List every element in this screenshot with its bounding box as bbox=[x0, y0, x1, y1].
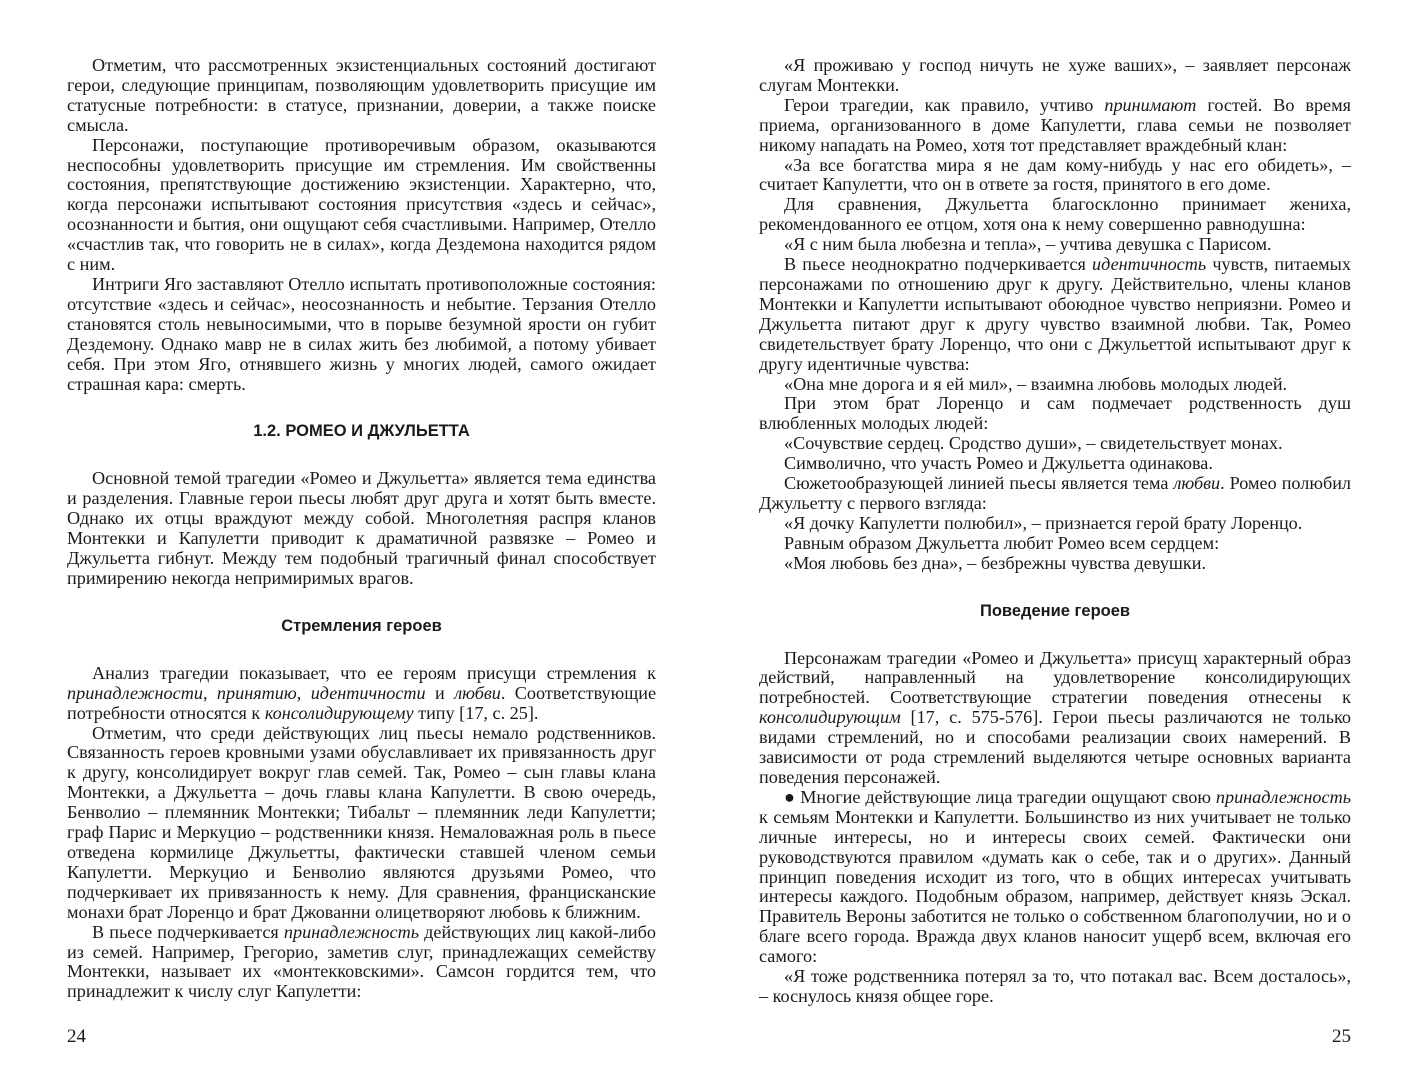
paragraph bbox=[759, 649, 1351, 788]
italic-term: принадлежность bbox=[283, 921, 420, 942]
text-segment: Герои трагедии, как правило, учтиво bbox=[784, 94, 1105, 115]
paragraph bbox=[67, 664, 656, 724]
text-segment: типу [17, с. 25]. bbox=[413, 702, 539, 723]
italic-term: принадлежность bbox=[1215, 786, 1351, 807]
paragraph: Отметим, что рассмотренных экзистенциальных состояний достигают герои, следующие принципам, позволяющим удовлетворить присущие им статусные потребности: в статусе, признании, доверии, а также поиске смысла. bbox=[67, 55, 656, 135]
quote-paragraph: «Я проживаю у господ ничуть не хуже ваших», – заявляет персонаж слугам Монтекки. bbox=[759, 55, 1351, 95]
italic-term: любви bbox=[1173, 473, 1221, 494]
italic-term: принадлежности bbox=[67, 682, 203, 703]
paragraph: Персонажи, поступающие противоречивым образом, оказываются неспособны удовлетворить присущие им стремления. Им свойственны состояния, препятствующие достижению экзистенции. Характерно, что, когда персонажи испытывают состояния присутствия «здесь и сейчас», осознанности и бытия, они ощущают себя счастливыми. Например, Отелло «счастлив так, что говорить не в силах», когда Дездемона находится рядом с ним. bbox=[67, 134, 656, 275]
text-segment: ● Многие действующие лица трагедии ощущают свою bbox=[784, 786, 1216, 807]
quote-paragraph: «Она мне дорога и я ей мил», – взаимна любовь молодых людей. bbox=[784, 373, 1288, 394]
quote-paragraph: «Сочувствие сердец. Сродство души», – свидетельствует монах. bbox=[784, 433, 1283, 454]
quote-paragraph: «Моя любовь без дна», – безбрежны чувства девушки. bbox=[784, 552, 1207, 573]
right-text-column bbox=[759, 56, 1351, 1007]
text-segment: [17, с. 575-576]. Герои пьесы различаются не только видами стремлений, но и способами реализации своих намерений. В зависимости от рода стремлений выделяются четыре основных варианта поведения персонажей. bbox=[759, 707, 1351, 787]
paragraph: Отметим, что среди действующих лиц пьесы немало родственников. Связанность героев кровными узами обуславливает их привязанность друг к другу, консолидирует вокруг глав семей. Так, Ромео – сын главы клана Монтекки, а Джульетта – дочь главы клана Капулетти. В свою очередь, Бенволио – племянник Монтекки; Тибальт – племянник леди Капулетти; граф Парис и Меркуцио – родственники князя. Немаловажная роль в пьесе отведена кормилице Джульетты, фактически ставшей членом семьи Капулетти. Меркуцио и Бенволио являются друзьями Ромео, что подчеркивает их привязанность к нему. Для сравнения, францисканские монахи брат Лоренцо и брат Джованни олицетворяют любовь к ближним. bbox=[67, 722, 656, 922]
text-segment: В пьесе подчеркивается bbox=[92, 921, 284, 942]
text-segment: действующих лиц какой-либо из семей. Например, Грегорио, заметив слуг, принадлежащих семейству Монтекки, называет их «монтекковскими». Самсон гордится тем, что принадлежит к числу слуг Капулетти: bbox=[67, 921, 656, 1002]
quote-paragraph: «За все богатства мира я не дам кому-нибудь у нас его обидеть», – считает Капулетти, что он в ответе за гостя, принятого в его доме. bbox=[759, 154, 1351, 195]
italic-term: идентичности bbox=[310, 682, 426, 703]
quote-paragraph: «Я дочку Капулетти полюбил», – признается герой брату Лоренцо. bbox=[784, 512, 1303, 533]
text-segment: чувств, питаемых персонажами по отношению друг к другу. Действительно, члены кланов Монтекки и Капулетти испытывают обоюдное чувство неприязни. Ромео и Джульетта питают друг к другу чувство взаимной любви. Так, Ромео свидетельствует брату Лоренцо, что они с Джульеттой испытывают друг к другу идентичные чувства: bbox=[759, 254, 1351, 374]
italic-term: идентичность bbox=[1092, 254, 1207, 275]
text-segment: Сюжетообразующей линией пьесы является тема bbox=[784, 473, 1174, 494]
paragraph bbox=[759, 255, 1351, 374]
paragraph: Основной темой трагедии «Ромео и Джульетта» является тема единства и разделения. Главные герои пьесы любят друг друга и хотят быть вместе. Однако их отцы враждуют между собой. Многолетняя распря кланов Монтекки и Капулетти приводит к драматичной развязке – Ромео и Джульетта гибнут. Между тем подобный трагичный финал способствует примирению некогда непримиримых врагов. bbox=[67, 468, 656, 588]
italic-term: принятию bbox=[216, 682, 297, 703]
page-number: 24 bbox=[67, 1026, 86, 1047]
text-segment: В пьесе неоднократно подчеркивается bbox=[784, 254, 1093, 275]
text-segment: и bbox=[425, 682, 455, 703]
paragraph: При этом брат Лоренцо и сам подмечает родственность душ влюбленных молодых людей: bbox=[759, 393, 1351, 434]
right-page bbox=[711, 0, 1422, 1080]
paragraph: Равным образом Джульетта любит Ромео всем сердцем: bbox=[784, 532, 1220, 553]
left-text-column bbox=[67, 56, 656, 1002]
italic-term: любви bbox=[454, 682, 501, 703]
italic-term: консолидирующим bbox=[759, 707, 901, 728]
paragraph: Символично, что участь Ромео и Джульетта одинакова. bbox=[784, 453, 1213, 474]
section-heading: 1.2. РОМЕО И ДЖУЛЬЕТТА bbox=[253, 422, 470, 441]
quote-paragraph: «Я с ним была любезна и тепла», – учтива девушка с Парисом. bbox=[784, 234, 1272, 255]
text-segment: , bbox=[296, 682, 311, 703]
subheading: Стремления героев bbox=[281, 616, 442, 635]
paragraph bbox=[67, 923, 656, 1003]
text-segment: Персонажам трагедии «Ромео и Джульетта» присущ характерный образ действий, направленный на удовлетворение консолидирующих потребностей. Соответствующие стратегии поведения отнесены к bbox=[759, 647, 1351, 708]
text-segment: к семьям Монтекки и Капулетти. Большинство из них учитывает не только личные интересы, но и интересы своих семей. Фактически они руководствуются правилом «думать как о себе, так и о других». Данный принцип поведения исходит из того, что в общих интересах учитывать интересы каждого. Подобным образом, например, действует князь Эскал. Правитель Вероны заботится не только о собственном благополучии, но и о благе всего города. Вражда двух кланов наносит ущерб всем, включая его самого: bbox=[759, 806, 1351, 967]
paragraph bbox=[759, 474, 1351, 514]
text-segment: Анализ трагедии показывает, что ее героям присущи стремления к bbox=[92, 662, 656, 683]
text-segment: . Соответствующие потребности относятся к bbox=[67, 682, 657, 723]
bullet-paragraph bbox=[759, 788, 1351, 967]
text-segment: гостей. Во время приема, организованного в доме Капулетти, глава семьи не позволяет никому нападать на Ромео, хотя тот представляет враждебный клан: bbox=[759, 94, 1351, 155]
paragraph: Для сравнения, Джульетта благосклонно принимает жениха, рекомендованного ее отцом, хотя она к нему совершенно равнодушна: bbox=[759, 194, 1351, 235]
page-number: 25 bbox=[1332, 1026, 1351, 1047]
italic-term: консолидирующему bbox=[264, 702, 414, 723]
paragraph: Интриги Яго заставляют Отелло испытать противоположные состояния: отсутствие «здесь и сейчас», неосознанность и небытие. Терзания Отелло становятся столь невыносимыми, что в порыве безумной ярости он губит Дездемону. Однако мавр не в силах жить без любимой, а потому убивает себя. При этом Яго, отнявшего жизнь у многих людей, самого ожидает страшная кара: смерть. bbox=[67, 273, 656, 394]
text-segment: . Ромео полюбил Джульетту с первого взгляда: bbox=[759, 473, 1352, 513]
italic-term: принимают bbox=[1104, 94, 1197, 115]
paragraph bbox=[759, 96, 1351, 156]
text-segment: , bbox=[202, 682, 217, 703]
subheading: Поведение героев bbox=[979, 601, 1131, 620]
quote-paragraph: «Я тоже родственника потерял за то, что потакал вас. Всем досталось», – коснулось князя общее горе. bbox=[759, 966, 1351, 1006]
